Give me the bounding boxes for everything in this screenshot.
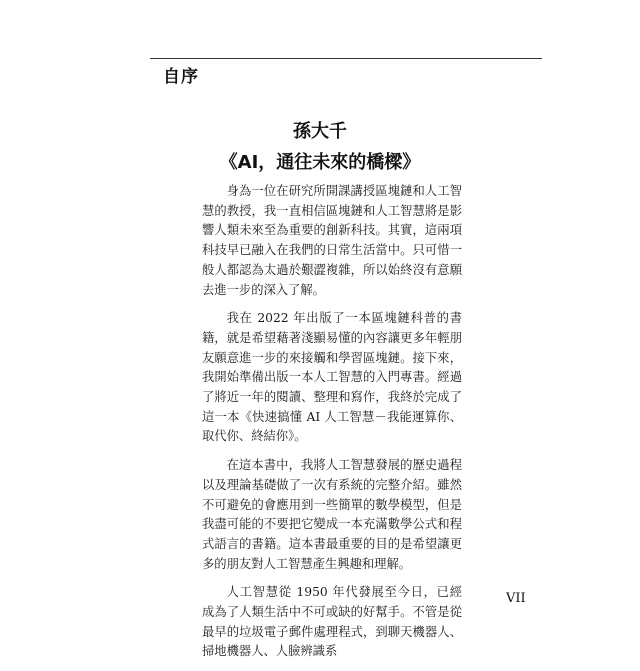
paragraph: 在這本書中，我將人工智慧發展的歷史過程以及理論基礎做了一次有系統的完整介紹。雖然不可避免的會應用到一些簡單的數學模型，但是我盡可能的不要把它變成一本充滿數學公式和程式語言的書籍。這本書最重要的目的是希望讓更多的朋友對人工智慧產生興趣和理解。: [202, 458, 462, 571]
header-rule: [150, 58, 542, 59]
author-name: 孫大千: [293, 121, 347, 142]
body-text: [202, 182, 462, 671]
paragraph: 身為一位在研究所開課講授區塊鏈和人工智慧的教授，我一直相信區塊鏈和人工智慧將是影響人類未來至為重要的創新科技。其實，這兩項科技早已融入在我們的日常生活當中。只可惜一般人都認為太過於艱澀複雜，所以始終沒有意願去進一步的深入了解。: [202, 184, 462, 297]
paragraph: 我在 2022 年出版了一本區塊鏈科普的書籍，就是希望藉著淺顯易懂的內容讓更多年輕朋友願意進一步的來接觸和學習區塊鏈。接下來，我開始準備出版一本人工智慧的入門專書。經過了將近一年的閱讀、整理和寫作，我終於完成了這一本《快速搞懂 AI 人工智慧－我能運算你、取代你、終結你》。: [202, 311, 462, 444]
paragraph: 人工智慧從 1950 年代發展至今日，已經成為了人類生活中不可或缺的好幫手。不管是從最早的垃圾電子郵件處理程式，到聊天機器人、掃地機器人、人臉辨識系: [202, 585, 462, 659]
book-title: 《AI，通往未來的橋樑》: [219, 152, 421, 173]
section-title: 自序: [163, 67, 199, 87]
page-number: VII: [506, 591, 526, 606]
